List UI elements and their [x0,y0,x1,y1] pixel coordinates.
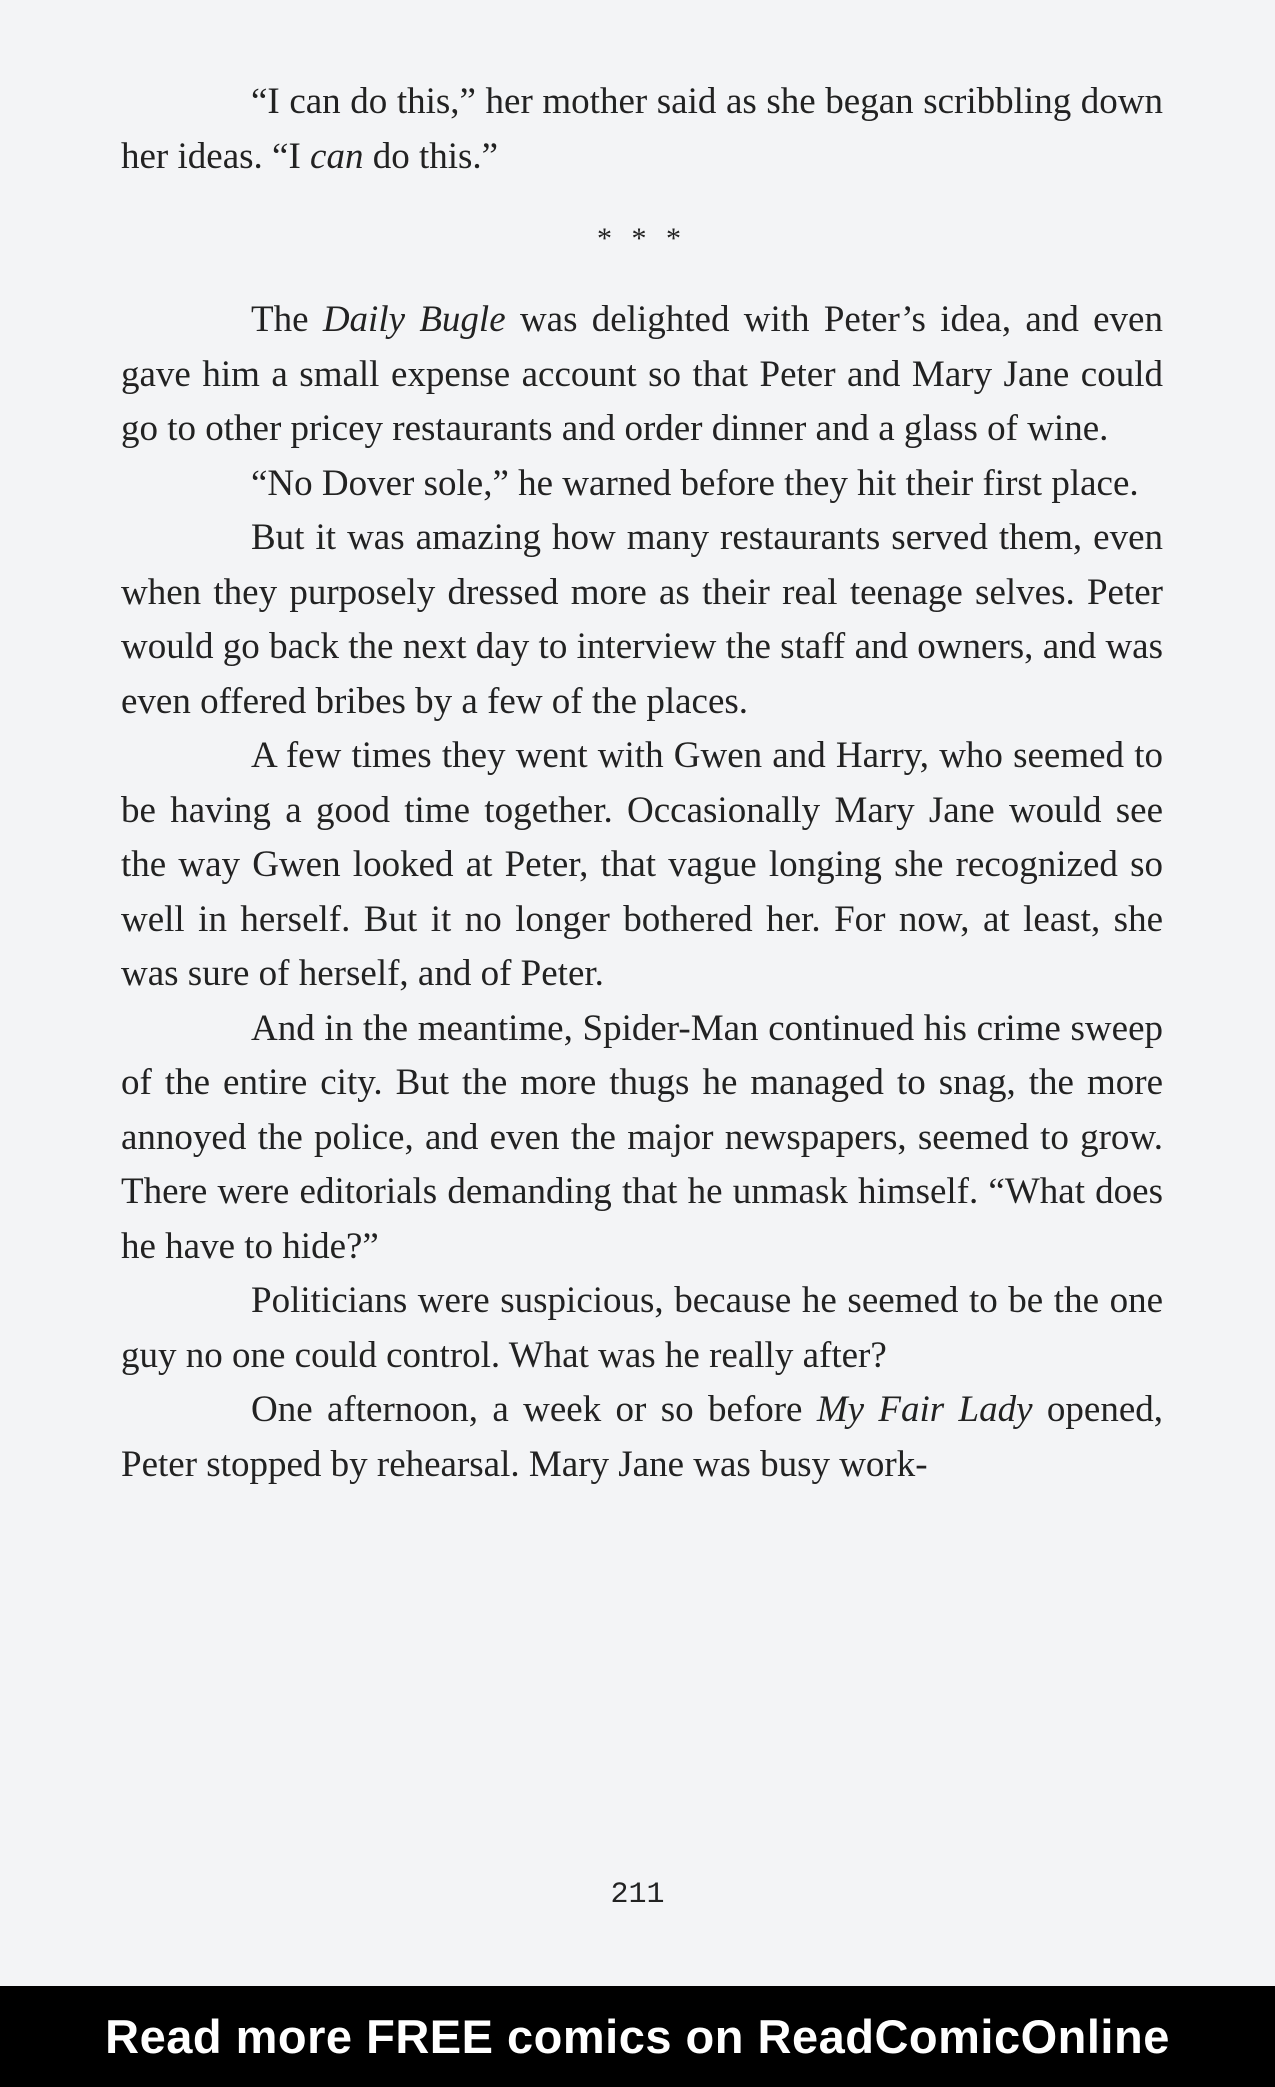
page-number: 211 [610,1878,665,1912]
paragraph-8: One afternoon, a week or so before My Fair Lady opened, Peter stopped by rehearsal. Mary Jane was busy work- [121,1389,1163,1485]
promo-banner-text[interactable]: Read more FREE comics on ReadComicOnline [105,2010,1170,2063]
paragraph-3: “No Dover sole,” he warned before they hit their first place. [251,462,1139,504]
paragraph-1: “I can do this,” her mother said as she began scribbling down her ideas. “I can do this.” [121,81,1163,177]
paragraph-6: And in the meantime, Spider-Man continued his crime sweep of the entire city. But the more thugs he managed to snag, the more annoyed the police, and even the major newspapers, seemed to grow. There were editorials demanding that he unmask himself. “What does he have to hide?” [121,1007,1163,1267]
paragraph-7: Politicians were suspicious, because he seemed to be the one guy no one could control. What was he really after? [121,1280,1163,1376]
scene-break: * * * [597,222,687,255]
paragraph-5: A few times they went with Gwen and Harry, who seemed to be having a good time together. Occasionally Mary Jane would see the way Gwen looked at Peter, that vague longing she recognized so well in herself. But it no longer bothered her. For now, at least, she was sure of herself, and of Peter. [121,735,1163,994]
paragraph-4: But it was amazing how many restaurants served them, even when they purposely dressed more as their real teenage selves. Peter would go back the next day to interview the staff and owners, and was even offered bribes by a few of the places. [121,517,1163,722]
paragraph-2: The Daily Bugle was delighted with Peter’s idea, and even gave him a small expense account so that Peter and Mary Jane could go to other pricey restaurants and order dinner and a glass of wine. [121,299,1163,449]
body-text [121,75,1163,1492]
promo-banner[interactable] [0,1986,1275,2087]
